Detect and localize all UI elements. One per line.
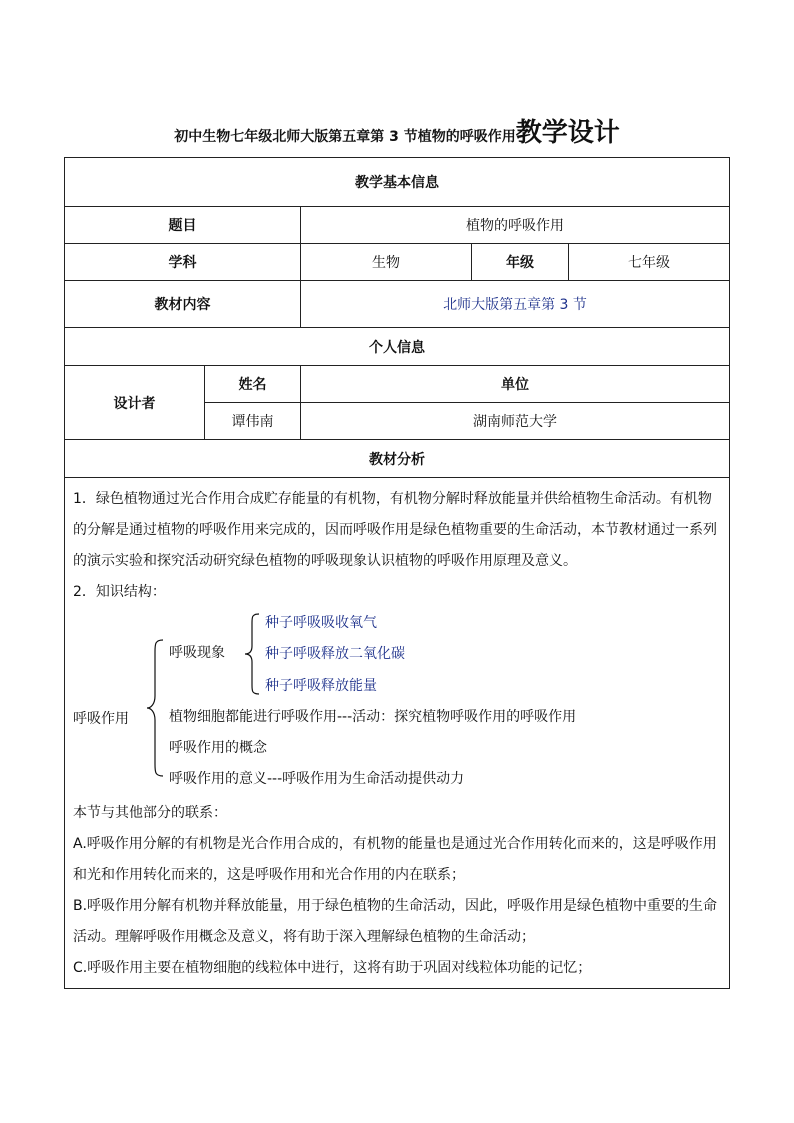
lesson-plan-table (64, 157, 730, 989)
unit-label: 单位 (301, 366, 730, 403)
phenomenon-item-3: 种子呼吸释放能量 (265, 678, 377, 694)
relation-title: 本节与其他部分的联系： (73, 805, 227, 821)
title-subject-line: 初中生物七年级北师大版第五章第 3 节植物的呼吸作用 (174, 129, 516, 145)
title-teaching-design: 教学设计 (515, 118, 620, 148)
unit-value: 湖南师范大学 (301, 403, 730, 440)
knowledge-item-meaning: 呼吸作用的意义---呼吸作用为生命活动提供动力 (169, 771, 465, 787)
phenomenon-item-1: 种子呼吸吸收氧气 (265, 615, 377, 631)
name-value: 谭伟南 (205, 403, 301, 440)
subject-label: 学科 (65, 244, 301, 281)
knowledge-item-cells: 植物细胞都能进行呼吸作用---活动：探究植物呼吸作用的呼吸作用 (169, 709, 577, 725)
name-label: 姓名 (205, 366, 301, 403)
subject-value: 生物 (301, 244, 472, 281)
relation-c: C.呼吸作用主要在植物细胞的线粒体中进行，这将有助于巩固对线粒体功能的记忆； (73, 960, 592, 976)
material-value: 北师大版第五章第 3 节 (301, 281, 730, 328)
knowledge-structure-diagram (73, 608, 721, 798)
knowledge-item-concept: 呼吸作用的概念 (169, 740, 267, 756)
topic-label: 题目 (65, 207, 301, 244)
grade-label: 年级 (472, 244, 569, 281)
knowledge-phenomenon: 呼吸现象 (169, 645, 225, 661)
material-label: 教材内容 (65, 281, 301, 328)
analysis-content (65, 478, 730, 989)
relation-b: B.呼吸作用分解有机物并释放能量，用于绿色植物的生命活动，因此，呼吸作用是绿色植物中重要的生命活动。理解呼吸作用概念及意义，将有助于深入理解绿色植物的生命活动； (73, 898, 718, 945)
analysis-paragraph-2: 2．知识结构： (73, 584, 166, 600)
root-brace (145, 638, 165, 778)
phenomenon-item-2: 种子呼吸释放二氧化碳 (265, 646, 405, 662)
topic-value: 植物的呼吸作用 (301, 207, 730, 244)
section-material-analysis: 教材分析 (65, 440, 730, 478)
phenomenon-brace (243, 612, 261, 696)
section-basic-info: 教学基本信息 (65, 158, 730, 207)
designer-label: 设计者 (65, 366, 205, 440)
relation-a: A.呼吸作用分解的有机物是光合作用合成的，有机物的能量也是通过光合作用转化而来的，这是呼吸作用和光和作用转化而来的，这是呼吸作用和光合作用的内在联系； (73, 836, 717, 883)
knowledge-root: 呼吸作用 (73, 711, 129, 727)
analysis-paragraph-1: 1．绿色植物通过光合作用合成贮存能量的有机物，有机物分解时释放能量并供给植物生命活动。有机物的分解是通过植物的呼吸作用来完成的，因而呼吸作用是绿色植物重要的生命活动，本节教材通过一系列的演示实验和探究活动研究绿色植物的呼吸现象认识植物的呼吸作用原理及意义。 (73, 491, 717, 569)
grade-value: 七年级 (569, 244, 730, 281)
document-title (0, 112, 794, 149)
section-personal-info: 个人信息 (65, 328, 730, 366)
